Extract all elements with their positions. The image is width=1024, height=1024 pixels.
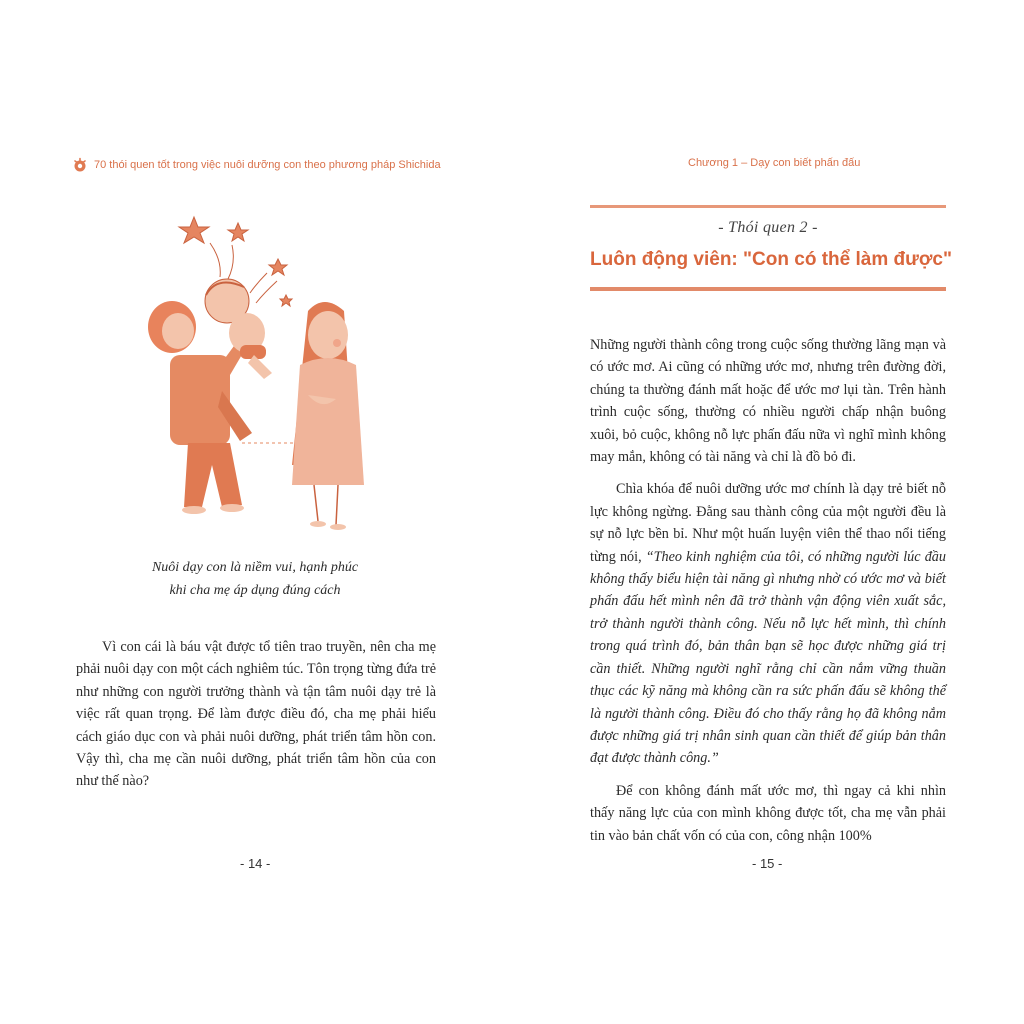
coach-quote: “Theo kinh nghiệm của tôi, có những người lúc đầu không thấy biểu hiện tài năng gì nhưng nhờ có ước mơ và biết phấn đấu hết mình nên đã trở thành vận động viên xuất sắc, trở thành người thành công. Nếu nỗ lực hết mình, thì chính trong quá trình đó, bản thân bạn sẽ học được những giá trị cần thiết. Những người nghĩ rằng chỉ cần nắm vững thuần thục các kỹ năng mà không cần ra sức phấn đấu sẽ không thể là người thành công. Điều đó cho thấy rằng họ đã không nắm được những giá trị nhân sinh quan cần thiết để giúp bản thân đạt được thành công.” bbox=[590, 548, 946, 767]
illustration-caption bbox=[100, 556, 410, 602]
paragraph-intro: Chìa khóa để nuôi dưỡng ước mơ chính là dạy trẻ biết nỗ lực không ngừng. Đằng sau thành công của một người đều là sự nỗ lực bền bỉ. Như một huấn luyện viên thể thao nổi tiếng từng nói, bbox=[590, 481, 946, 565]
family-illustration bbox=[132, 215, 382, 535]
right-running-head: Chương 1 – Dạy con biết phấn đấu bbox=[688, 157, 861, 169]
body-paragraph: Những người thành công trong cuộc sống thường lãng mạn và có ước mơ. Ai cũng có những ước mơ, nhưng trên đường đời, chúng ta thường đánh mất hoặc để ước mơ lụi tàn. Trên hành trình cuộc sống, thường có nhiều người chấp nhận buông xuôi, bỏ cuộc, không nỗ lực phấn đấu nữa vì nghĩ mình không may mắn, không có tài năng và chỉ là đồ bỏ đi. bbox=[590, 337, 946, 466]
left-body-text bbox=[76, 636, 436, 803]
habit-title: Luôn động viên: "Con có thể làm được" bbox=[590, 249, 952, 270]
publisher-logo-icon bbox=[72, 157, 88, 173]
mother-figure bbox=[292, 302, 364, 530]
body-paragraph: Để con không đánh mất ước mơ, thì ngay cả khi nhìn thấy năng lực của con mình không được tốt, cha mẹ vẫn phải tin vào bản chất vốn có của con, công nhận 100% bbox=[590, 782, 946, 844]
left-running-head-text: 70 thói quen tốt trong việc nuôi dưỡng con theo phương pháp Shichida bbox=[94, 159, 441, 171]
habit-number: - Thói quen 2 - bbox=[718, 219, 818, 236]
body-paragraph: Vì con cái là báu vật được tổ tiên trao truyền, nên cha mẹ phải nuôi dạy con một cách nghiêm túc. Tôn trọng từng đứa trẻ như những con người trưởng thành và tận tâm nuôi dạy trẻ là việc rất quan trọng. Để làm được điều đó, cha mẹ phải hiểu cách giáo dục con và phải nuôi dưỡng, phát triển tâm hồn con. Vậy thì, cha mẹ cần nuôi dưỡng, phát triển tâm hồn của con như thế nào? bbox=[76, 639, 436, 790]
page-number-left: - 14 - bbox=[240, 856, 271, 871]
caption-line: khi cha mẹ áp dụng đúng cách bbox=[169, 583, 341, 598]
right-body-text bbox=[590, 334, 946, 857]
left-running-head bbox=[72, 157, 441, 173]
habit-header-top-rule bbox=[590, 205, 946, 208]
caption-line: Nuôi dạy con là niềm vui, hạnh phúc bbox=[151, 560, 359, 575]
habit-header-bottom-rule bbox=[590, 287, 946, 291]
body-paragraph bbox=[590, 478, 946, 769]
right-page bbox=[512, 0, 1024, 1024]
page-number-right: - 15 - bbox=[752, 856, 783, 871]
